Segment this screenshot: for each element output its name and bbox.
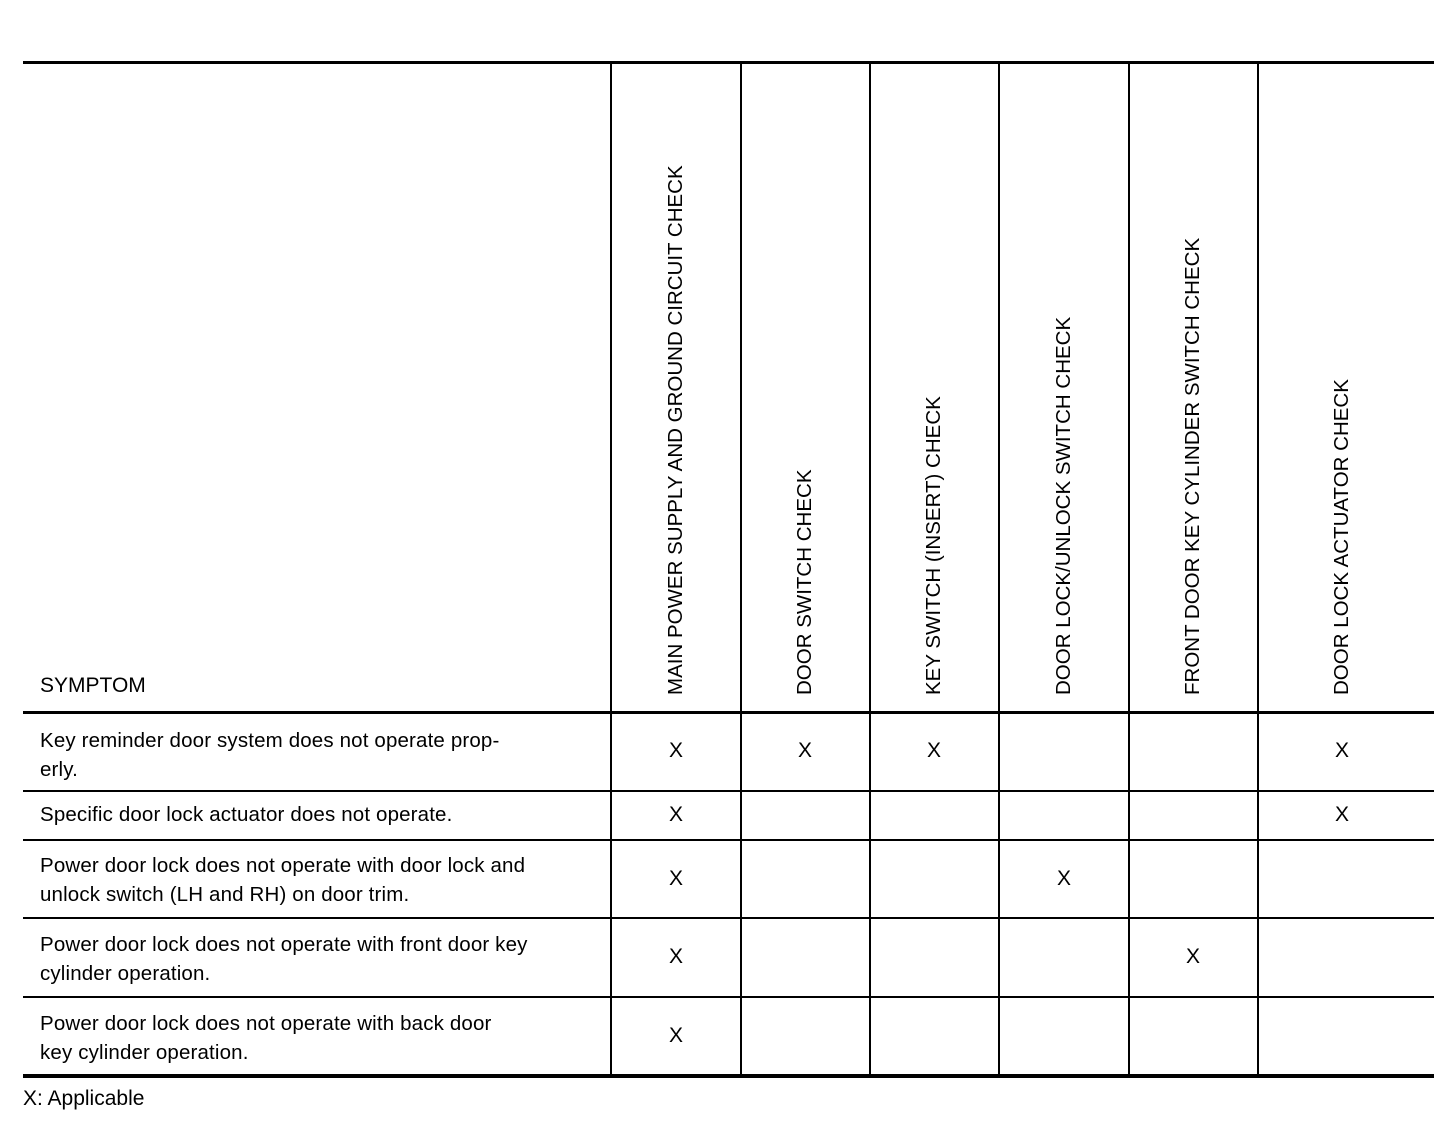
- symptom-line: key cylinder operation.: [40, 1041, 249, 1064]
- column-header: DOOR LOCK ACTUATOR CHECK: [1330, 379, 1353, 695]
- row-divider: [23, 917, 1434, 919]
- column-divider: [998, 63, 1000, 1078]
- header-bottom-rule: [23, 711, 1434, 714]
- applicable-mark: X: [668, 867, 683, 890]
- applicable-mark: X: [668, 739, 683, 762]
- applicable-mark: X: [668, 1024, 683, 1047]
- row-divider: [23, 839, 1434, 841]
- column-divider: [869, 63, 871, 1078]
- table-top-rule: [23, 61, 1434, 64]
- symptom-line: Power door lock does not operate with back door: [40, 1012, 492, 1035]
- row-divider: [23, 790, 1434, 792]
- column-divider: [1128, 63, 1130, 1078]
- symptom-line: cylinder operation.: [40, 962, 211, 985]
- column-header: FRONT DOOR KEY CYLINDER SWITCH CHECK: [1181, 237, 1204, 695]
- column-divider: [1257, 63, 1259, 1078]
- applicable-mark: X: [1185, 945, 1200, 968]
- symptom-text: [40, 726, 606, 784]
- column-header: MAIN POWER SUPPLY AND GROUND CIRCUIT CHECK: [664, 165, 687, 695]
- symptom-text: [40, 851, 606, 909]
- symptom-text: [40, 1009, 606, 1067]
- symptom-line: Key reminder door system does not operate prop-: [40, 729, 500, 752]
- applicable-mark: X: [668, 945, 683, 968]
- row-divider: [23, 996, 1434, 998]
- table-bottom-rule: [23, 1074, 1434, 1078]
- symptom-line: Power door lock does not operate with door lock and: [40, 854, 526, 877]
- symptom-column-header: SYMPTOM: [40, 674, 146, 697]
- applicable-mark: X: [1334, 803, 1349, 826]
- symptom-text: [40, 930, 606, 988]
- symptom-line: Specific door lock actuator does not operate.: [40, 803, 453, 826]
- applicable-mark: X: [668, 803, 683, 826]
- applicable-mark: X: [1334, 739, 1349, 762]
- column-header: DOOR SWITCH CHECK: [793, 469, 816, 695]
- symptom-text: [40, 800, 606, 829]
- applicable-mark: X: [926, 739, 941, 762]
- symptom-line: unlock switch (LH and RH) on door trim.: [40, 883, 410, 906]
- column-divider: [610, 63, 612, 1078]
- column-header: KEY SWITCH (INSERT) CHECK: [922, 396, 945, 695]
- table-footnote: X: Applicable: [23, 1087, 145, 1110]
- symptom-line: erly.: [40, 758, 78, 781]
- applicable-mark: X: [797, 739, 812, 762]
- symptom-line: Power door lock does not operate with front door key: [40, 933, 528, 956]
- column-divider: [740, 63, 742, 1078]
- applicable-mark: X: [1056, 867, 1071, 890]
- column-header: DOOR LOCK/UNLOCK SWITCH CHECK: [1052, 316, 1075, 695]
